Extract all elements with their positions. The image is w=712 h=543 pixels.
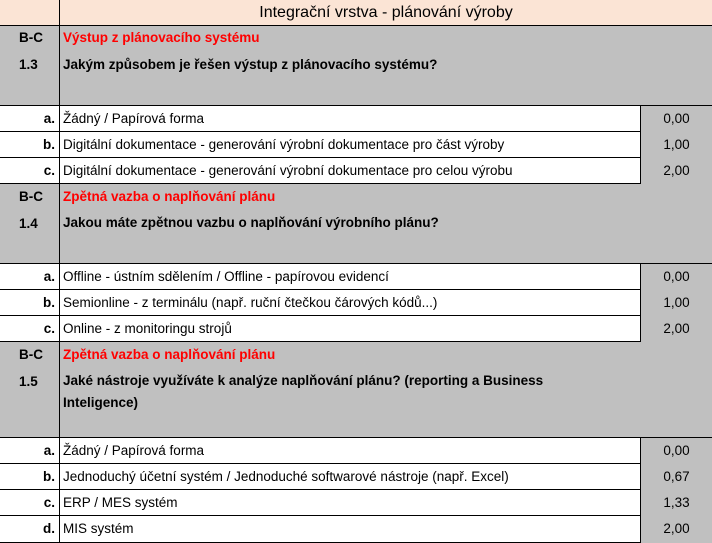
answer-score[interactable]: 1,00: [640, 132, 712, 158]
answer-row[interactable]: [0, 264, 712, 290]
answer-text: ERP / MES systém: [63, 495, 178, 510]
answer-letter: b.: [43, 137, 55, 152]
answer-letter: c.: [43, 495, 55, 510]
section-title: Zpětná vazba o naplňování plánu: [63, 347, 276, 362]
answer-letter: d.: [43, 521, 55, 536]
answer-letter: a.: [43, 111, 55, 126]
answer-text: Jednoduchý účetní systém / Jednoduché softwarové nástroje (např. Excel): [63, 469, 509, 484]
answer-row[interactable]: [0, 316, 712, 342]
answer-text: Semionline - z terminálu (např. ruční čtečkou čárových kódů...): [63, 295, 438, 310]
answer-row[interactable]: [0, 516, 712, 543]
section-question: Jakou máte zpětnou vazbu o naplňování výrobního plánu?: [63, 215, 439, 230]
answer-row[interactable]: [0, 158, 712, 184]
page-title[interactable]: Integrační vrstva - plánování výroby: [259, 4, 513, 21]
section-title: Zpětná vazba o naplňování plánu: [63, 189, 276, 204]
answer-text: Digitální dokumentace - generování výrobní dokumentace pro celou výrobu: [63, 163, 513, 178]
answer-score[interactable]: 0,00: [640, 264, 712, 290]
header-row: [0, 0, 712, 26]
answer-letter: b.: [43, 295, 55, 310]
section-header-1-4[interactable]: [0, 184, 712, 264]
answer-row[interactable]: [0, 106, 712, 132]
answer-text: Online - z monitoringu strojů: [63, 321, 232, 336]
section-question: Jaké nástroje využíváte k analýze naplňování plánu? (reporting a Business Inteligence): [63, 373, 544, 410]
answer-score[interactable]: 1,00: [640, 290, 712, 316]
section-code: B-C: [19, 347, 43, 362]
answer-score[interactable]: 2,00: [640, 158, 712, 184]
answer-letter: b.: [43, 469, 55, 484]
answer-score[interactable]: 2,00: [640, 516, 712, 543]
answer-score[interactable]: 1,33: [640, 490, 712, 516]
section-title: Výstup z plánovacího systému: [63, 30, 260, 45]
section-number: 1.3: [19, 57, 38, 72]
section-question: Jakým způsobem je řešen výstup z plánovacího systému?: [63, 57, 438, 72]
section-code: B-C: [19, 189, 43, 204]
answer-letter: a.: [43, 269, 55, 284]
answer-row[interactable]: [0, 464, 712, 490]
answer-letter: a.: [43, 443, 55, 458]
answer-text: Žádný / Papírová forma: [63, 111, 205, 126]
answer-text: Žádný / Papírová forma: [63, 443, 205, 458]
answer-letter: c.: [43, 321, 55, 336]
answer-row[interactable]: [0, 490, 712, 516]
answer-score[interactable]: 0,00: [640, 106, 712, 132]
section-header-1-3[interactable]: [0, 26, 712, 106]
answer-score[interactable]: 2,00: [640, 316, 712, 342]
answer-letter: c.: [43, 163, 55, 178]
section-header-1-5[interactable]: [0, 342, 712, 438]
answer-row[interactable]: [0, 132, 712, 158]
section-number: 1.5: [19, 374, 38, 389]
section-number: 1.4: [19, 216, 38, 231]
answer-score[interactable]: 0,00: [640, 438, 712, 464]
section-code: B-C: [19, 30, 43, 45]
answer-text: MIS systém: [63, 521, 134, 536]
answer-text: Digitální dokumentace - generování výrobní dokumentace pro část výroby: [63, 137, 505, 152]
answer-score[interactable]: 0,67: [640, 464, 712, 490]
header-lead-cell[interactable]: [0, 0, 60, 26]
answer-row[interactable]: [0, 438, 712, 464]
answer-text: Offline - ústním sdělením / Offline - papírovou evidencí: [63, 269, 389, 284]
answer-row[interactable]: [0, 290, 712, 316]
